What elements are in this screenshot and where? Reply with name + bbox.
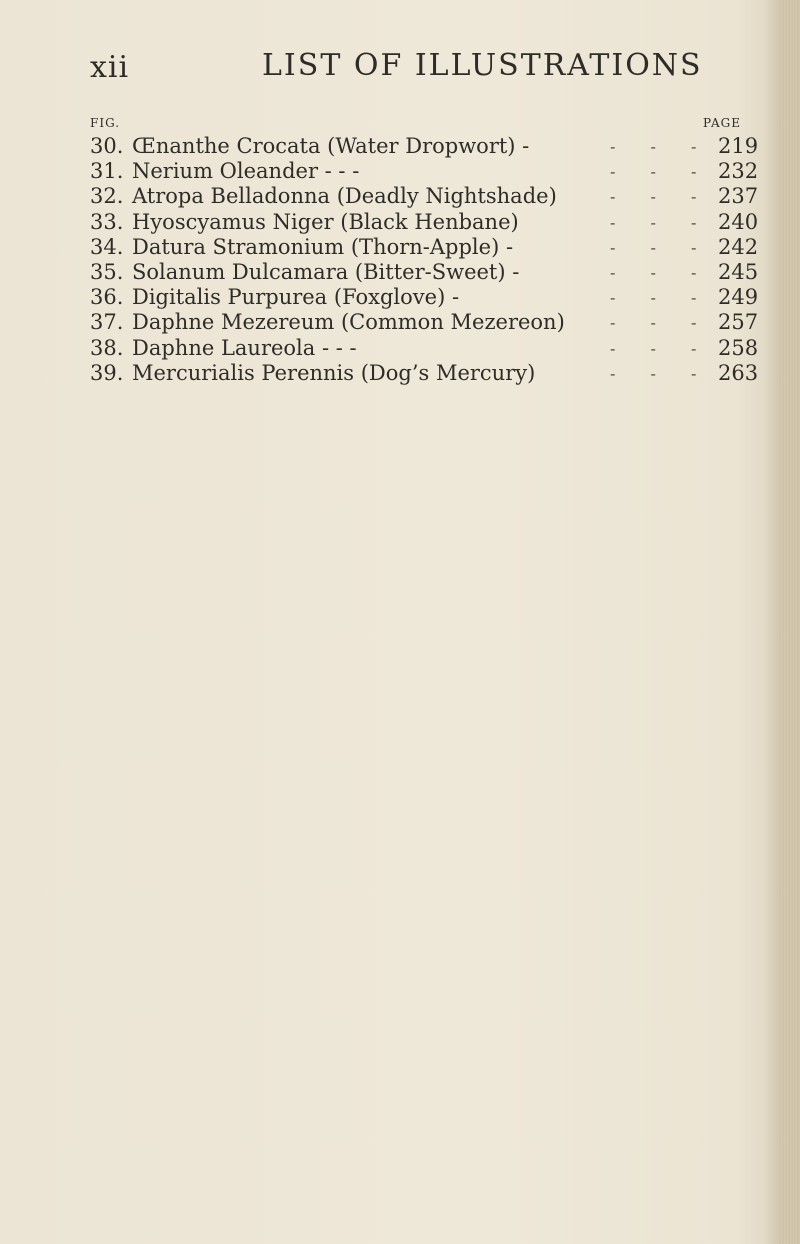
list-item xyxy=(90,234,759,260)
fig-title: Atropa Belladonna (Deadly Nightshade) xyxy=(132,184,557,209)
list-item xyxy=(90,360,759,386)
fig-number: 35. xyxy=(90,259,124,284)
page-ref: 242 xyxy=(718,234,759,259)
leader-dashes: - - - xyxy=(610,262,697,282)
page-ref: 240 xyxy=(718,209,759,234)
page-ref: 258 xyxy=(718,335,759,360)
fig-number: 38. xyxy=(90,335,124,360)
fig-column-header: FIG. xyxy=(90,116,121,130)
illustration-list xyxy=(90,134,759,386)
fig-number: 39. xyxy=(90,360,124,385)
page-ref: 257 xyxy=(718,310,759,335)
page-ref: 219 xyxy=(718,134,759,158)
fig-number: 31. xyxy=(90,159,124,184)
fig-title: Daphne Laureola - - - xyxy=(132,335,357,360)
list-item xyxy=(90,259,759,285)
fig-title: Digitalis Purpurea (Foxglove) - xyxy=(132,285,460,310)
fig-title: Solanum Dulcamara (Bitter-Sweet) - xyxy=(132,259,520,284)
fig-number: 34. xyxy=(90,234,124,259)
list-item xyxy=(90,159,759,184)
page-ref: 232 xyxy=(718,159,759,184)
fig-number: 30. xyxy=(90,134,124,158)
list-item xyxy=(90,310,759,335)
leader-dashes: - - - xyxy=(610,162,697,182)
list-item xyxy=(90,209,759,235)
list-item xyxy=(90,285,759,310)
page-column-header: PAGE xyxy=(703,116,741,130)
fig-title: Hyoscyamus Niger (Black Henbane) xyxy=(132,209,519,234)
page-ref: 237 xyxy=(718,184,759,209)
page-gutter-shadow xyxy=(764,0,778,1244)
leader-dashes: - - - xyxy=(610,338,697,358)
fig-number: 36. xyxy=(90,285,124,310)
leader-dashes: - - - xyxy=(610,137,697,156)
page-number-roman: xii xyxy=(90,50,130,85)
fig-title: Nerium Oleander - - - xyxy=(132,159,360,184)
page-ref: 263 xyxy=(718,360,759,385)
fig-title: Datura Stramonium (Thorn-Apple) - xyxy=(132,234,514,259)
leader-dashes: - - - xyxy=(610,187,697,207)
page-ref: 249 xyxy=(718,285,759,310)
fig-title: Mercurialis Perennis (Dog’s Mercury) xyxy=(132,360,536,385)
fig-number: 32. xyxy=(90,184,124,209)
page-ref: 245 xyxy=(718,259,759,284)
leader-dashes: - - - xyxy=(610,288,697,308)
fig-title: Œnanthe Crocata (Water Dropwort) - xyxy=(132,134,530,158)
fig-number: 37. xyxy=(90,310,124,335)
fig-title: Daphne Mezereum (Common Mezereon) xyxy=(132,310,565,335)
list-item xyxy=(90,184,759,209)
leader-dashes: - - - xyxy=(610,363,697,383)
list-item xyxy=(90,335,759,361)
leader-dashes: - - - xyxy=(610,237,697,257)
page-edge xyxy=(778,0,800,1244)
page-title: LIST OF ILLUSTRATIONS xyxy=(262,48,703,83)
leader-dashes: - - - xyxy=(610,212,697,232)
list-item xyxy=(90,134,759,159)
leader-dashes: - - - xyxy=(610,313,697,333)
fig-number: 33. xyxy=(90,209,124,234)
